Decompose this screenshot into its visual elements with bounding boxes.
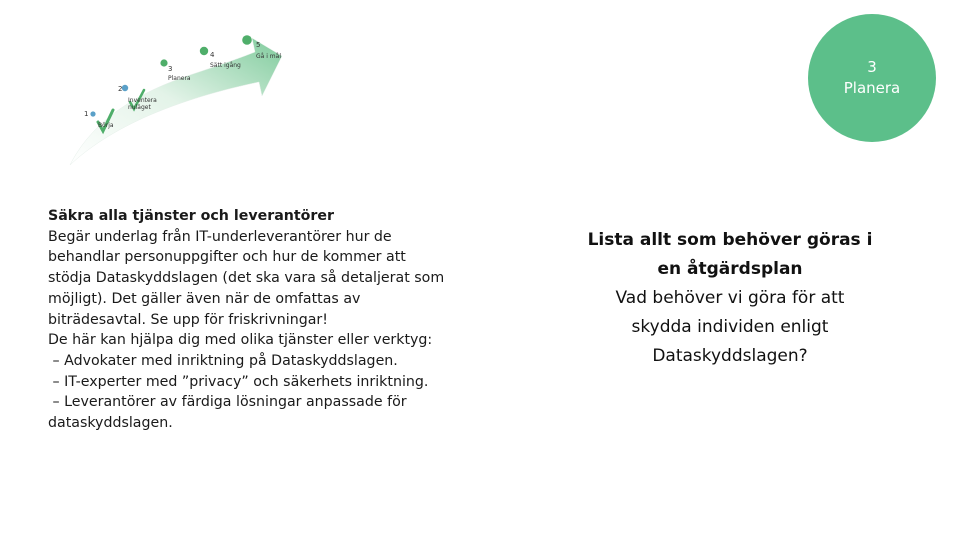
question-text bbox=[570, 226, 890, 371]
question-1-line-1: Lista allt som behöver göras i bbox=[587, 230, 873, 250]
step-label-1: Börja bbox=[98, 122, 114, 129]
bullet-vendors: – Leverantörer av färdiga lösningar anpassade för bbox=[48, 394, 407, 411]
body-line-4: möjligt). Det gäller även när de omfattas av bbox=[48, 290, 361, 307]
step-dot-4 bbox=[200, 47, 208, 55]
bullet-it-experts: – IT-experter med ”privacy” och säkerhets inriktning. bbox=[48, 373, 429, 390]
body-line-10: dataskyddslagen. bbox=[48, 415, 173, 432]
question-2-line-3: Dataskyddslagen? bbox=[652, 346, 808, 366]
body-line-2: behandlar personuppgifter och hur de kommer att bbox=[48, 249, 406, 266]
step-number-5: 5 bbox=[256, 41, 261, 49]
question-1-line-2: en åtgärdsplan bbox=[657, 259, 803, 279]
step-dot-5 bbox=[242, 35, 252, 45]
body-text bbox=[48, 206, 508, 434]
step-label-3: Planera bbox=[168, 75, 191, 82]
progress-arrow-graphic bbox=[60, 30, 320, 170]
progress-stepper bbox=[60, 30, 320, 170]
step-badge-number: 3 bbox=[867, 58, 877, 76]
step-number-2: 2 bbox=[118, 85, 123, 93]
step-dot-1 bbox=[90, 111, 95, 116]
progress-arrow bbox=[70, 38, 282, 165]
step-badge bbox=[808, 14, 936, 142]
step-dot-3 bbox=[160, 59, 167, 66]
step-label-2: Inventera nuläget bbox=[128, 97, 157, 111]
step-label-5: Gå i mål bbox=[256, 53, 281, 60]
body-line-5: biträdesavtal. Se upp för friskrivningar! bbox=[48, 311, 328, 328]
step-badge-label: Planera bbox=[843, 79, 901, 97]
step-number-1: 1 bbox=[84, 110, 89, 118]
question-2-line-1: Vad behöver vi göra för att bbox=[615, 288, 845, 308]
body-line-3: stödja Dataskyddslagen (det ska vara så detaljerat som bbox=[48, 270, 445, 287]
section-heading: Säkra alla tjänster och leverantörer bbox=[48, 208, 335, 224]
step-dot-2 bbox=[122, 85, 128, 91]
step-number-3: 3 bbox=[168, 65, 173, 73]
step-number-4: 4 bbox=[210, 51, 215, 59]
bullet-lawyers: – Advokater med inriktning på Dataskyddslagen. bbox=[48, 352, 398, 369]
body-line-6: De här kan hjälpa dig med olika tjänster eller verktyg: bbox=[48, 332, 433, 349]
step-label-4: Sätt igång bbox=[210, 62, 241, 69]
question-2-line-2: skydda individen enligt bbox=[631, 317, 829, 337]
body-line-1: Begär underlag från IT-underleverantörer hur de bbox=[48, 228, 392, 245]
